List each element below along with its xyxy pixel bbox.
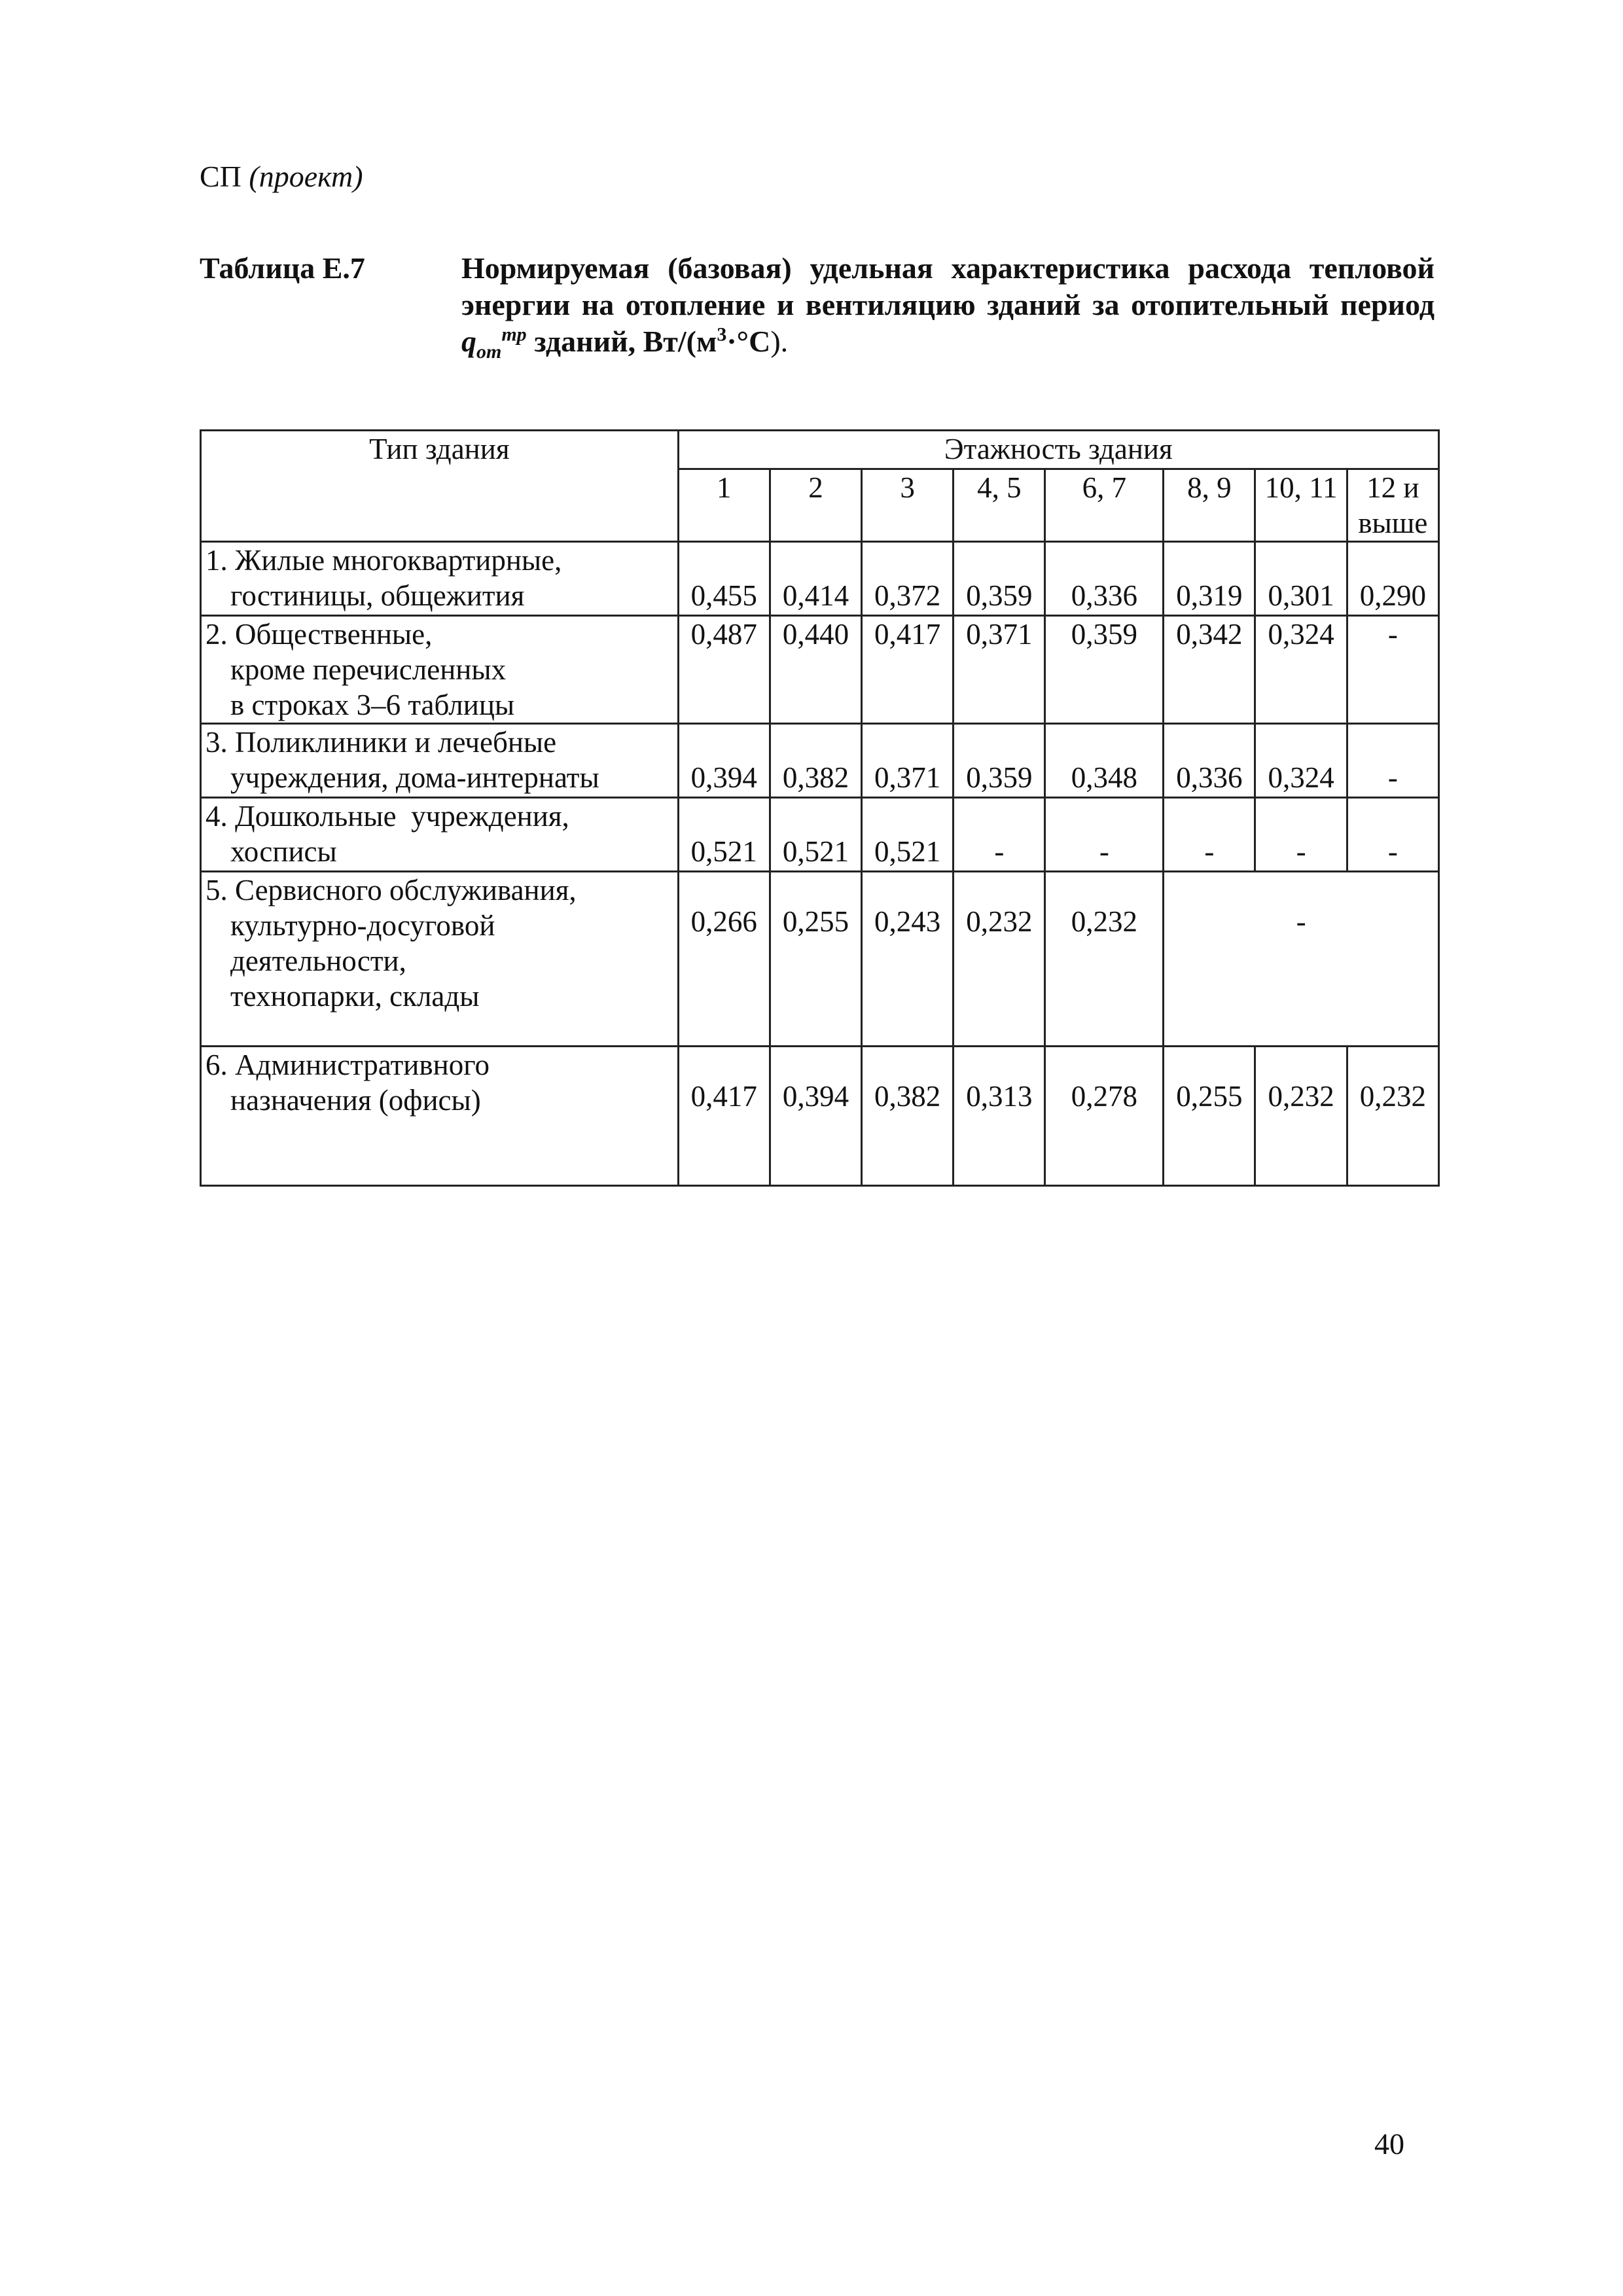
table-row (201, 798, 1439, 872)
value-cell: 0,232 (1255, 1047, 1347, 1186)
table-row (201, 724, 1439, 798)
value-cell: 0,336 (1045, 542, 1164, 616)
table-row (201, 872, 1439, 1047)
header-floor-col: 3 (862, 469, 954, 542)
value-cell: 0,487 (678, 616, 770, 724)
table-body (201, 542, 1439, 1186)
value-cell: 0,394 (678, 724, 770, 798)
value-cell: 0,232 (954, 872, 1045, 1047)
value-cell: 0,232 (1347, 1047, 1438, 1186)
type-line: 5. Сервисного обслуживания, (205, 874, 577, 906)
building-type-cell (201, 798, 679, 872)
caption-unit-sup: 3 (717, 323, 727, 346)
type-line: 4. Дошкольные учреждения, (205, 800, 569, 833)
table-caption-label: Таблица Е.7 (200, 251, 365, 285)
header-floor-col: 12 и выше (1347, 469, 1438, 542)
header-building-type: Тип здания (201, 431, 679, 542)
type-line: назначения (офисы) (230, 1084, 481, 1117)
table-row (201, 1047, 1439, 1186)
running-header (200, 158, 363, 195)
header-floor-col: 6, 7 (1045, 469, 1164, 542)
table-row (201, 542, 1439, 616)
type-line: 1. Жилые многоквартирные, (205, 544, 562, 577)
heat-characteristic-table (200, 429, 1440, 1187)
table-row (201, 616, 1439, 724)
value-cell: 0,417 (678, 1047, 770, 1186)
type-line: хосписы (230, 835, 337, 868)
value-cell: 0,266 (678, 872, 770, 1047)
value-cell: 0,521 (770, 798, 861, 872)
value-cell: 0,521 (678, 798, 770, 872)
value-cell: 0,371 (954, 616, 1045, 724)
value-cell: 0,382 (770, 724, 861, 798)
value-cell: 0,313 (954, 1047, 1045, 1186)
value-cell: - (1045, 798, 1164, 872)
page-number: 40 (1374, 2127, 1404, 2161)
value-cell: 0,382 (862, 1047, 954, 1186)
type-line: в строках 3–6 таблицы (230, 689, 515, 721)
header-floor-col: 8, 9 (1164, 469, 1255, 542)
value-cell: 0,414 (770, 542, 861, 616)
document-code: СП (200, 160, 241, 193)
value-cell: 0,440 (770, 616, 861, 724)
type-line: 2. Общественные, (205, 618, 433, 651)
value-cell: 0,255 (770, 872, 861, 1047)
value-cell: - (1347, 724, 1438, 798)
value-cell: 0,342 (1164, 616, 1255, 724)
caption-text-part2: зданий, Вт/(м (534, 325, 717, 358)
value-cell: 0,324 (1255, 724, 1347, 798)
building-type-cell (201, 542, 679, 616)
value-cell: 0,359 (954, 542, 1045, 616)
header-floor-col: 2 (770, 469, 861, 542)
value-cell: 0,359 (954, 724, 1045, 798)
table-caption-title (461, 250, 1435, 363)
type-line: гостиницы, общежития (230, 579, 525, 612)
value-cell: 0,359 (1045, 616, 1164, 724)
value-cell: 0,324 (1255, 616, 1347, 724)
value-cell: 0,255 (1164, 1047, 1255, 1186)
value-cell: 0,455 (678, 542, 770, 616)
value-cell: 0,278 (1045, 1047, 1164, 1186)
value-cell: 0,290 (1347, 542, 1438, 616)
type-line: технопарки, склады (230, 980, 480, 1013)
header-floor-col: 1 (678, 469, 770, 542)
value-cell: 0,394 (770, 1047, 861, 1186)
value-cell: - (1347, 616, 1438, 724)
value-cell: 0,521 (862, 798, 954, 872)
building-type-cell (201, 1047, 679, 1186)
type-line: 3. Поликлиники и лечебные (205, 726, 557, 759)
caption-text-end: ). (770, 325, 789, 358)
type-line: культурно-досуговой (230, 909, 495, 942)
value-cell: 0,348 (1045, 724, 1164, 798)
building-type-cell (201, 872, 679, 1047)
value-cell: - (954, 798, 1045, 872)
value-cell: 0,243 (862, 872, 954, 1047)
value-cell: 0,301 (1255, 542, 1347, 616)
header-floor-col: 4, 5 (954, 469, 1045, 542)
value-cell: 0,232 (1045, 872, 1164, 1047)
value-cell: 0,417 (862, 616, 954, 724)
value-cell: 0,319 (1164, 542, 1255, 616)
type-line: учреждения, дома-интернаты (230, 761, 599, 794)
building-type-cell (201, 616, 679, 724)
value-cell: - (1347, 798, 1438, 872)
caption-symbol-letter: q (461, 325, 476, 358)
caption-symbol (461, 323, 527, 363)
type-line: кроме перечисленных (230, 653, 507, 686)
value-cell: - (1255, 798, 1347, 872)
value-cell: 0,336 (1164, 724, 1255, 798)
header-floors: Этажность здания (678, 431, 1438, 469)
building-type-cell (201, 724, 679, 798)
caption-text-part3: ·°С (726, 325, 771, 358)
value-cell: 0,371 (862, 724, 954, 798)
value-cell: - (1164, 798, 1255, 872)
header-floor-col: 10, 11 (1255, 469, 1347, 542)
document-status: (проект) (249, 160, 363, 193)
caption-symbol-sup: тр (501, 323, 527, 346)
caption-text-part1: Нормируемая (базовая) удельная характеристика расхода тепловой энергии на отопление и вентиляцию зданий за отопительный период (461, 251, 1435, 321)
caption-symbol-sub: от (476, 341, 502, 363)
type-line: 6. Административного (205, 1049, 490, 1081)
table-head (201, 431, 1439, 542)
merged-value-cell: - (1164, 872, 1439, 1047)
value-cell: 0,372 (862, 542, 954, 616)
type-line: деятельности, (230, 944, 406, 977)
